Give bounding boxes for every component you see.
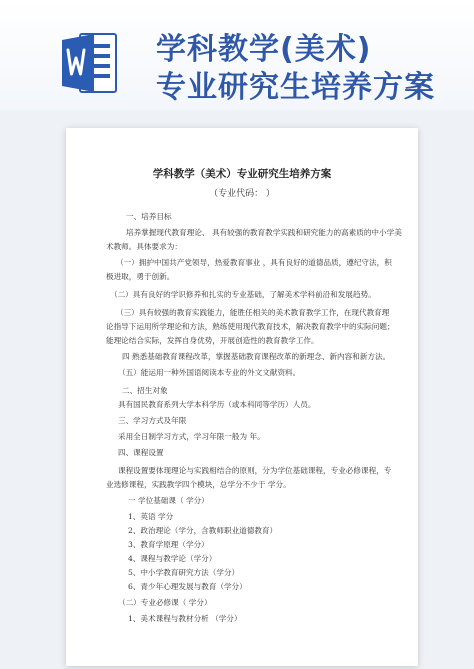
doc-line: 二、招生对象 [122, 386, 168, 395]
doc-line: 论指导下运用所学理论和方法，熟练使用现代教育技术，解决教育教学中的实际问题； [106, 322, 395, 331]
doc-line: 2、政治理论（学分，含教师职业道德教育） [128, 526, 278, 535]
doc-line: 三、学习方式及年限 [118, 416, 187, 425]
word-document-icon [60, 30, 118, 96]
doc-line: 具有国民教育系列大学本科学历（或本科同等学历）人员。 [118, 400, 316, 409]
doc-line: （二）具有良好的学识修养和扎实的专业基础，了解美术学科前沿和发展趋势。 [110, 290, 376, 299]
doc-line: 术教师。具体要求为： [106, 242, 182, 251]
doc-line: 能理论结合实际，发挥自身优势，开展创造性的教育教学工作。 [106, 336, 319, 345]
doc-line: （一）拥护中国共产党领导，热爱教育事业 ，具有良好的道德品质，遵纪守法，积 [116, 258, 392, 267]
doc-line: （五）能运用一种外国语阅读本专业的外文文献资料。 [118, 368, 301, 377]
doc-line: 极进取，勇于创新。 [106, 272, 175, 281]
document-page [66, 128, 418, 666]
doc-line: 一、培养目标 [126, 212, 172, 221]
doc-line: 一 学位基础课（ 学分） [128, 496, 209, 505]
doc-line: 采用全日制学习方式，学习年限一般为 年。 [118, 432, 265, 441]
banner [0, 0, 474, 110]
doc-line: 培养掌握现代教育理论、 具有较强的教育教学实践和研究能力的高素质的中小学美 [126, 228, 402, 237]
doc-line: 1、美术课程与教材分析 （学分） [128, 614, 242, 623]
doc-line: 业选修课程，实践教学四个模块，总学分不少于 学分。 [106, 480, 291, 489]
doc-line: （二）专业必修课（ 学分） [118, 598, 212, 607]
doc-line: 课程设置要体现理论与实践相结合的原则，分为学位基础课程，专业必修课程，专 [118, 466, 392, 475]
doc-line: 6、青少年心理发展与教育（学分） [128, 582, 247, 591]
banner-title-line-2: 专业研究生培养方案 [156, 70, 435, 105]
doc-line: 1、英语 学分 [128, 512, 174, 521]
doc-line: （三）具有较强的教育实践能力，能胜任相关的美术教育教学工作，在现代教育理 [116, 308, 390, 317]
doc-line: 5、中小学教育研究方法（学分） [128, 568, 240, 577]
document-code: （专业代码： ） [209, 189, 275, 199]
banner-title-line-1: 学科教学(美术) [156, 32, 372, 67]
doc-line: 四、课程设置 [118, 448, 164, 457]
doc-line: 4、课程与教学论（学分） [128, 554, 217, 563]
doc-line: 3、教育学原理（学分） [128, 540, 209, 549]
document-title: 学科教学（美术）专业研究生培养方案 [152, 168, 332, 180]
doc-line: 四 熟悉基础教育课程改革，掌握基础教育课程改革的新理念、新内容和新方法。 [122, 352, 391, 361]
